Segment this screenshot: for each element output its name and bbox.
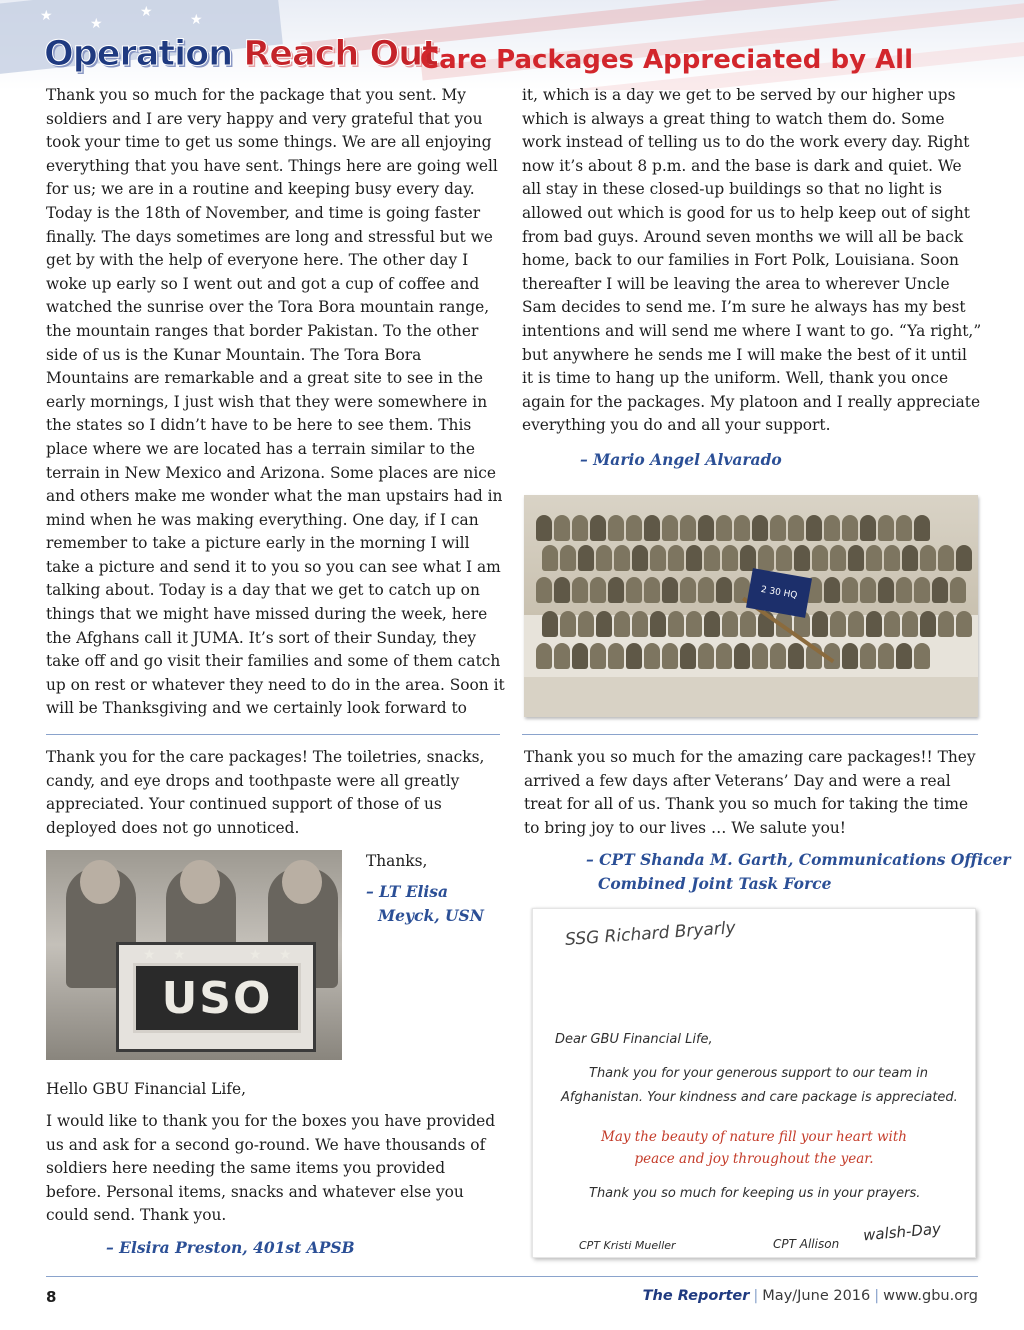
soldier-figure [938, 611, 954, 637]
letter-2-closing: Thanks, [366, 852, 428, 870]
soldier-figure [680, 643, 696, 669]
letter-1-signature: – Mario Angel Alvarado [580, 450, 782, 469]
note-sender: SSG Richard Bryarly [564, 918, 737, 950]
soldier-figure [608, 643, 624, 669]
soldier-figure [848, 611, 864, 637]
soldier-figure [536, 515, 552, 541]
soldier-figure [572, 577, 588, 603]
soldier-figure [860, 577, 876, 603]
soldier-figure [536, 643, 552, 669]
soldier-figure [614, 545, 630, 571]
soldier-figure [752, 643, 768, 669]
letter-2-signature-line1: – LT Elisa [366, 882, 449, 901]
soldier-figure [590, 577, 606, 603]
soldier-figure [698, 643, 714, 669]
soldier-figure [632, 545, 648, 571]
soldier-figure [650, 545, 666, 571]
letter-3-text: Thank you so much for the amazing care packages!! They arrived a few days after Veterans’ Day and were a real treat for all of us. Thank you so much for taking the time to bring joy to our lives … We salute you! [524, 748, 976, 837]
soldier-figure [956, 611, 972, 637]
soldier-figure [542, 611, 558, 637]
soldier-figure [644, 643, 660, 669]
handwritten-note-card [532, 908, 976, 1258]
soldier-figure [716, 643, 732, 669]
letter-3-signature-line1: – CPT Shanda M. Garth, Communications Officer [586, 850, 1011, 869]
footer-publication-info: The Reporter | May/June 2016 | www.gbu.org [642, 1288, 978, 1304]
soldier-figure [698, 577, 714, 603]
soldier-figure [842, 643, 858, 669]
soldier-figure [596, 545, 612, 571]
soldier-figure [632, 611, 648, 637]
series-title-reach-out: Reach Out [243, 34, 438, 74]
issue-date: May/June 2016 [762, 1288, 871, 1304]
soldier-figure [554, 643, 570, 669]
note-signer-2-surname: walsh-Day [862, 1219, 942, 1245]
soldier-figure [770, 643, 786, 669]
soldier-figure [794, 545, 810, 571]
note-line-1: Thank you for your generous support to our team in [589, 1066, 928, 1081]
series-title [44, 34, 438, 74]
publication-name: The Reporter [642, 1288, 750, 1304]
soldier-figure [662, 515, 678, 541]
soldier-figure [878, 577, 894, 603]
star-icon: ★ [279, 947, 292, 963]
soldier-figure [860, 515, 876, 541]
soldier-figure [752, 515, 768, 541]
soldier-figure [698, 515, 714, 541]
soldier-figure [884, 545, 900, 571]
soldier-figure [722, 611, 738, 637]
note-signer-2: CPT Allison [773, 1237, 840, 1251]
soldier-figure [776, 545, 792, 571]
soldier-figure [920, 545, 936, 571]
soldier-figure [626, 577, 642, 603]
soldier-figure [902, 545, 918, 571]
soldier-figure [824, 577, 840, 603]
soldier-figure [686, 611, 702, 637]
soldier-figure [860, 643, 876, 669]
uso-banner [116, 942, 316, 1052]
soldier-figure [878, 643, 894, 669]
soldier-figure [896, 515, 912, 541]
soldier-figure [920, 611, 936, 637]
soldier-figure [626, 515, 642, 541]
soldier-figure [806, 515, 822, 541]
soldier-figure [734, 643, 750, 669]
soldier-figure [878, 515, 894, 541]
soldier-figure [716, 515, 732, 541]
soldier-figure [812, 611, 828, 637]
soldiers-group-photo [524, 495, 978, 717]
soldier-figure [842, 577, 858, 603]
soldier-figure [884, 611, 900, 637]
note-quote-line-1: May the beauty of nature fill your heart with [601, 1129, 907, 1145]
soldier-figure [914, 577, 930, 603]
soldier-figure [830, 545, 846, 571]
soldier-figure [542, 545, 558, 571]
soldier-figure [644, 515, 660, 541]
soldier-figure [824, 515, 840, 541]
soldier-figure [788, 515, 804, 541]
page-number: 8 [46, 1288, 57, 1306]
soldier-figure [680, 577, 696, 603]
guidon-flag: 2 30 HQ [746, 568, 812, 618]
letter-1-text-continued: it, which is a day we get to be served by our higher ups which is always a great thing to watch them do. Some work instead of telling us to do the work every day. Right now it’s about 8 p.m. and the base is dark and quiet. We all stay in these closed-up buildings so that no light is allowed out which is good for us to help keep out of sight from bad guys. Around seven months we will all be back home, back to our families in Fort Polk, Louisiana. Soon thereafter I will be leaving the area to wherever Uncle Sam decides to send me. I’m sure he always has my best intentions and will send me where I want to go. “Ya right,” but anywhere he sends me I will make the best of it until it is time to hang up the uniform. Well, thank you once again for the packages. My platoon and I really appreciate everything you do and all your support. [522, 86, 982, 435]
uso-banner-text: USO [161, 972, 273, 1024]
soldier-figure [716, 577, 732, 603]
soldier-figure [704, 545, 720, 571]
soldier-figure [590, 515, 606, 541]
soldier-figure [554, 577, 570, 603]
soldier-figure [866, 545, 882, 571]
series-title-operation: Operation [44, 34, 233, 74]
soldier-figure [902, 611, 918, 637]
soldier-figure [896, 643, 912, 669]
letter-2-signature-line2: Meyck, USN [378, 906, 484, 925]
soldier-figure [914, 515, 930, 541]
star-icon: ★ [190, 12, 203, 28]
soldier-figure [578, 611, 594, 637]
soldier-figure [788, 643, 804, 669]
star-icon: ★ [143, 947, 156, 963]
soldier-figure [554, 515, 570, 541]
soldier-figure [956, 545, 972, 571]
soldier-figure [812, 545, 828, 571]
note-line-3: Thank you so much for keeping us in your prayers. [589, 1186, 921, 1201]
soldier-figure [734, 515, 750, 541]
letter-2-text: Thank you for the care packages! The toiletries, snacks, candy, and eye drops and toothpaste were all greatly appreciated. Your continued support of those of us deployed does not go unnoticed. [46, 748, 485, 837]
note-quote-line-2: peace and joy throughout the year. [634, 1151, 874, 1167]
soldier-figure [722, 545, 738, 571]
soldier-figure [608, 515, 624, 541]
star-icon: ★ [90, 16, 103, 32]
soldier-figure [668, 545, 684, 571]
soldier-figure [686, 545, 702, 571]
soldier-figure [572, 643, 588, 669]
letter-3-signature-line2: Combined Joint Task Force [598, 874, 832, 893]
soldier-figure [842, 515, 858, 541]
star-icon: ★ [40, 8, 53, 24]
letter-1-text: Thank you so much for the package that you sent. My soldiers and I are very happy and very grateful that you took your time to get us some things. We are all enjoying everything that you have sent. Things here are going well for us; we are in a routine and keeping busy every day. Today is the 18th of November, and time is going faster finally. The days sometimes are long and stressful but we get by with the help of everyone here. The other day I woke up early so I went out and got a cup of coffee and watched the sunrise over the Tora Bora mountain range, the mountain ranges that border Pakistan. To the other side of us is the Kunar Mountain. The Tora Bora Mountains are remarkable and a great site to see in the early mornings, I just wish that they were somewhere in the states so I didn’t have to be here to see them. This place where we are located has a terrain similar to the terrain in New Mexico and Arizona. Some places are nice and others make me wonder what the man upstairs had in mind when he was making everything. One day, if I can remember to take a picture early in the morning I will take a picture and send it to you so you can see what I am talking about. Today is a day that we get to catch up on things that we might have missed during the week, here the Afghans call it JUMA. It’s sort of their Sunday, they take off and go visit their families and some of them catch up on rest or whatever they need to do in the area. Soon it will be Thanksgiving and we certainly look forward to [46, 86, 505, 718]
soldier-figure [704, 611, 720, 637]
soldier-figure [932, 577, 948, 603]
soldier-figure [740, 611, 756, 637]
soldier-figure [866, 611, 882, 637]
soldier-figure [644, 577, 660, 603]
soldier-figure [572, 515, 588, 541]
page-headline: Care Packages Appreciated by All [420, 45, 914, 75]
soldier-figure [740, 545, 756, 571]
soldier-figure [560, 545, 576, 571]
soldier-figure [578, 545, 594, 571]
soldier-figure [938, 545, 954, 571]
letter-4-greeting: Hello GBU Financial Life, [46, 1080, 246, 1098]
section-divider [46, 734, 500, 735]
note-salutation: Dear GBU Financial Life, [555, 1032, 713, 1047]
soldier-figure [662, 643, 678, 669]
uso-banner-photo [46, 850, 342, 1060]
soldier-figure [626, 643, 642, 669]
soldier-figure [950, 577, 966, 603]
note-signer-1: CPT Kristi Mueller [579, 1239, 676, 1252]
soldier-figure [830, 611, 846, 637]
soldier-figure [608, 577, 624, 603]
star-icon: ★ [140, 4, 153, 20]
soldier-figure [914, 643, 930, 669]
soldier-figure [560, 611, 576, 637]
star-icon: ★ [249, 947, 262, 963]
soldier-figure [848, 545, 864, 571]
note-line-2: Afghanistan. Your kindness and care package is appreciated. [561, 1090, 958, 1105]
soldier-figure [896, 577, 912, 603]
website-link[interactable]: www.gbu.org [883, 1288, 978, 1304]
soldier-figure [596, 611, 612, 637]
soldier-figure [614, 611, 630, 637]
soldier-figure [758, 545, 774, 571]
soldier-figure [668, 611, 684, 637]
soldier-figure [650, 611, 666, 637]
section-divider [522, 734, 978, 735]
soldier-figure [662, 577, 678, 603]
soldier-figure [536, 577, 552, 603]
letter-4-text: I would like to thank you for the boxes you have provided us and ask for a second go-round. We have thousands of soldiers here needing the same items you provided before. Personal items, snacks and whatever else you could send. Thank you. [46, 1112, 496, 1225]
soldier-figure [590, 643, 606, 669]
letter-4-signature: – Elsira Preston, 401st APSB [106, 1238, 355, 1257]
footer-divider [46, 1276, 978, 1277]
star-icon: ★ [173, 947, 186, 963]
soldier-figure [770, 515, 786, 541]
soldier-figure [680, 515, 696, 541]
